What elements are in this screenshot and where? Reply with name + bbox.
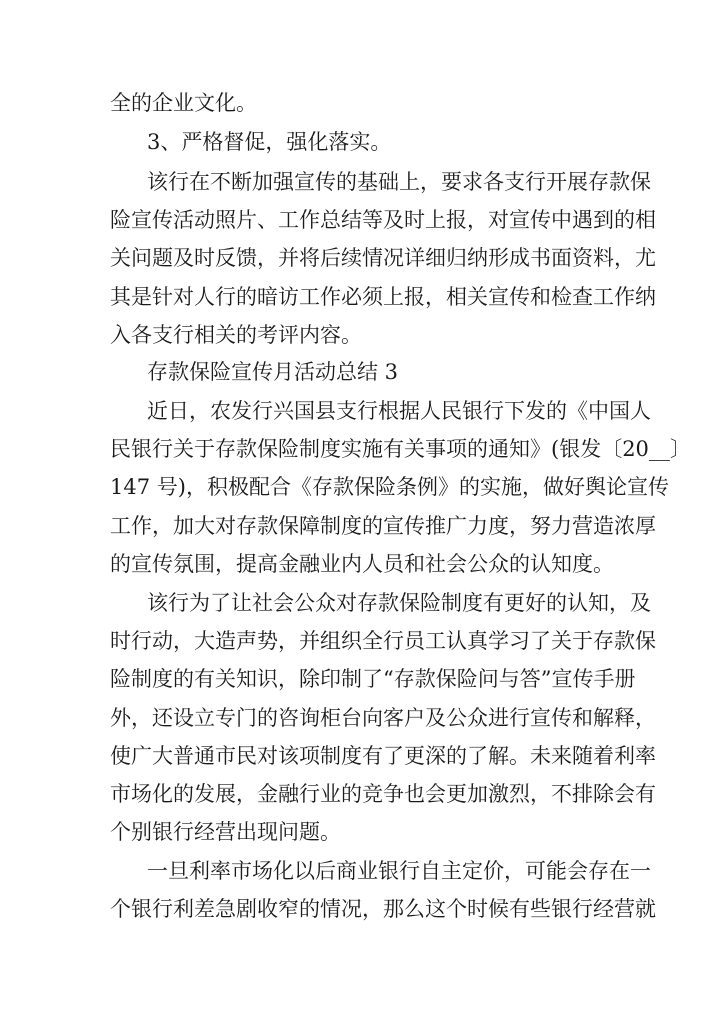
text-line-16: 险制度的有关知识，除印制了“存款保险问与答”宣传手册 <box>110 667 636 691</box>
text-line-17: 外，还设立专门的咨询柜台向客户及公众进行宣传和解释， <box>110 706 656 730</box>
text-line-9: 近日，农发行兴国县支行根据人民银行下发的《中国人 <box>147 399 651 423</box>
text-line-3: 该行在不断加强宣传的基础上，要求各支行开展存款保 <box>147 170 651 194</box>
text-line-7: 入各支行相关的考评内容。 <box>110 323 362 347</box>
text-line-14: 该行为了让社会公众对存款保险制度有更好的认知，及 <box>147 591 651 615</box>
section-heading-3: 3、严格督促，强化落实。 <box>147 130 392 154</box>
text-line-20: 个别银行经营出现问题。 <box>110 820 341 844</box>
text-line-11: 147 号)，积极配合《存款保险条例》的实施，做好舆论宣传 <box>110 475 669 499</box>
text-line-6: 其是针对人行的暗访工作必须上报，相关宣传和检查工作纳 <box>110 285 656 309</box>
text-line-10: 民银行关于存款保险制度实施有关事项的通知》(银发〔20__〕 <box>110 437 691 461</box>
text-line-22: 个银行利差急剧收窄的情况，那么这个时候有些银行经营就 <box>110 897 656 921</box>
article-title: 存款保险宣传月活动总结 3 <box>147 360 399 384</box>
text-line-18: 使广大普通市民对该项制度有了更深的了解。未来随着利率 <box>110 744 656 768</box>
text-line-12: 工作，加大对存款保障制度的宣传推广力度，努力营造浓厚 <box>110 514 656 538</box>
text-line-1: 全的企业文化。 <box>110 91 257 115</box>
text-line-21: 一旦利率市场化以后商业银行自主定价，可能会存在一 <box>147 859 651 883</box>
text-line-5: 关问题及时反馈，并将后续情况详细归纳形成书面资料，尤 <box>110 246 656 270</box>
text-line-4: 险宣传活动照片、工作总结等及时上报，对宣传中遇到的相 <box>110 208 656 232</box>
text-line-19: 市场化的发展，金融行业的竞争也会更加激烈，不排除会有 <box>110 782 656 806</box>
text-line-13: 的宣传氛围，提高金融业内人员和社会公众的认知度。 <box>110 552 614 576</box>
text-line-15: 时行动，大造声势，并组织全行员工认真学习了关于存款保 <box>110 629 656 653</box>
